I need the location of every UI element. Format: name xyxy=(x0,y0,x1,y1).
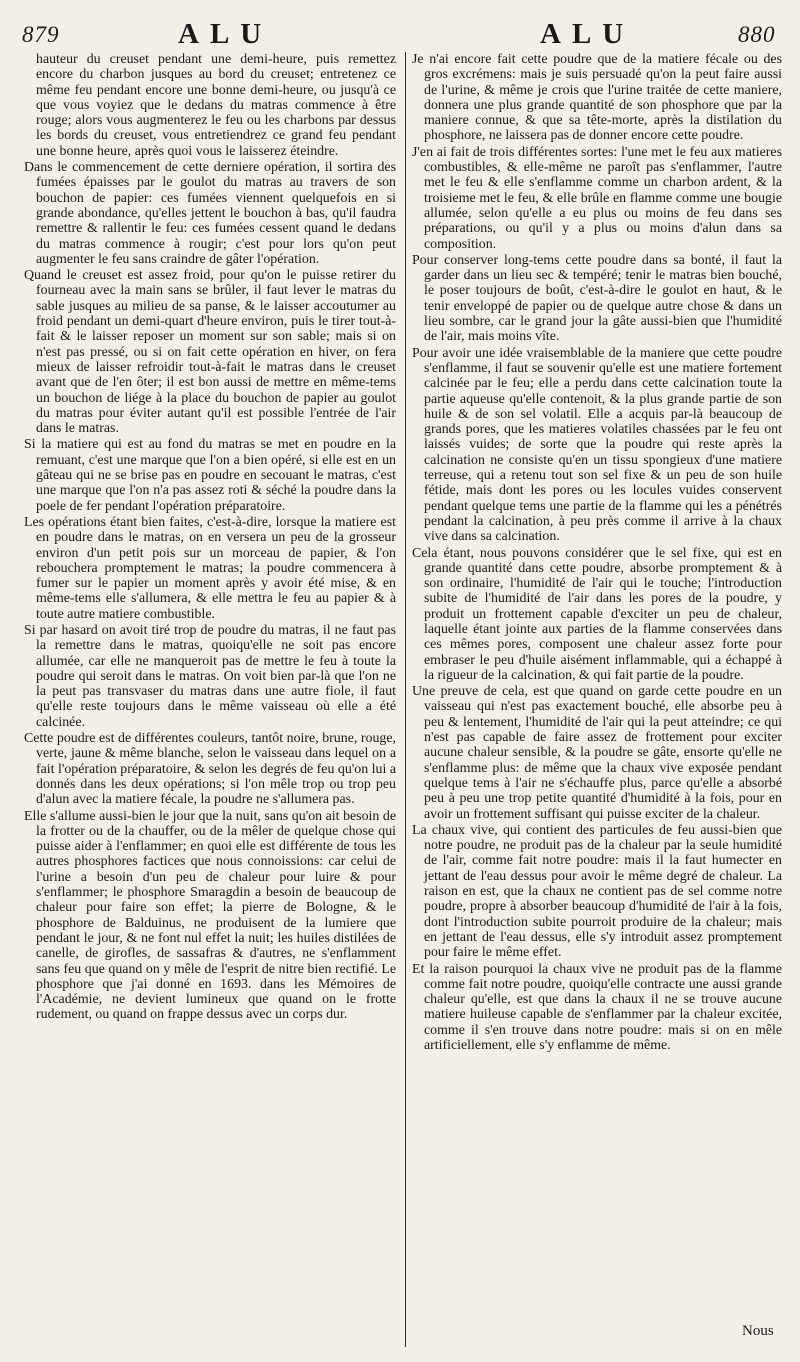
page-number-right: 880 xyxy=(738,22,776,47)
paragraph: Je n'ai encore fait cette poudre que de la matiere fécale ou des gros excrémens: mais je suis persuadé qu'on la peut faire aussi de l'urine, & même je crois que l'urine traitée de cette maniere, donnera une plus grande quantité de son phosphore que par la maniere connue, & que sa tête-morte, après la distilation du phosphore, ne laissera pas de donner encore cette poudre. xyxy=(412,52,782,144)
paragraph: Si la matiere qui est au fond du matras se met en poudre en la remuant, c'est une marque que l'on a bien opéré, si elle est en un gâteau qui ne se brise pas en poudre en secouant le matras, c'est une marque que l'on n'a pas assez roti & séché la poudre dans la poele de fer pendant l'opération préparatoire. xyxy=(24,437,396,514)
paragraph: Une preuve de cela, est que quand on garde cette poudre en un vaisseau qui n'est pas exactement bouché, elle absorbe peu à peu & lentement, l'humidité de l'air qui la peut atteindre; ce qui n'est pas capable de faire assez de frottement pour exciter aucune chaleur sensible, & la poudre se gâte, ensorte qu'elle ne s'enflamme plus: de même que la chaux vive exposée pendant quelque tems à l'air ne s'échauffe plus, parce qu'elle a absorbé peu à peu une trop petite quantité d'humidité à la fois, pour en avoir un frottement suffisant qui puisse exciter de la chaleur. xyxy=(412,684,782,822)
paragraph: Quand le creuset est assez froid, pour qu'on le puisse retirer du fourneau avec la main sans se brûler, il faut lever le matras du sable jusques au milieu de sa panse, & le laisser accoutumer au froid pendant un demi-quart d'heure environ, puis le tirer tout-à-fait & le laisser reposer un moment sur son sable; mais si on n'est pas pressé, ou si on fait cette opération en hiver, on fera mieux de laisser refroidir tout-à-fait le matras dans le creuset avant que de l'en ôter; il est bon aussi de mettre en même-tems un bouchon de liége à la place du bouchon de papier au goulot du matras pour éviter autant qu'il est possible l'entrée de l'air dans le matras. xyxy=(24,268,396,437)
paragraph: Et la raison pourquoi la chaux vive ne produit pas de la flamme comme fait notre poudre, quoiqu'elle contracte une aussi grande chaleur qu'elle, est que dans la chaux il ne se trouve aucune matiere huileuse capable de s'enflammer par la chaleur excitée, comme il s'en trouve dans notre poudre: mais si on en mêle artificiellement, elle s'y enflamme de même. xyxy=(412,961,782,1053)
paragraph: Pour avoir une idée vraisemblable de la maniere que cette poudre s'enflamme, il faut se souvenir qu'elle est une matiere fortement calcinée par le feu; elle a perdu dans cette calcination toute la partie aqueuse qu'elle contenoit, & la plus grande partie de son huile & de son sel volatil. Elle a acquis par-là beaucoup de grands pores, que les matieres volatiles chassées par le feu ont laissés vuides; de sorte que la poudre qui reste après la calcination ne consiste qu'en un tissu spongieux d'une matiere terreuse, qui a retenu tout son sel fixe & un peu de son huile fétide, mais dont les pores ou les locules vuides conservent pendant quelque tems une partie de la flamme qui les a pénétrés pendant la calcination, à peu près comme il arrive à la chaux vive dans sa calcination. xyxy=(412,345,782,545)
paragraph: Cela étant, nous pouvons considérer que le sel fixe, qui est en grande quantité dans cette poudre, absorbe promptement & à son ordinaire, l'humidité de l'air qui le touche; l'introduction subite de l'humidité de l'air dans les pores de la poudre, y produit un frottement capable d'exciter un peu de chaleur, laquelle étant jointe aux parties de la flamme conservées dans ces mêmes pores, composent une chaleur assez forte pour embraser le peu d'huile aisément inflammable, qui a échappé à la rigueur de la calcination, & qui fait partie de la poudre. xyxy=(412,545,782,683)
left-column xyxy=(24,52,396,1023)
paragraph: Cette poudre est de différentes couleurs, tantôt noire, brune, rouge, verte, jaune & même blanche, selon le vaisseau dans lequel on a fait l'opération préparatoire, & selon les degrés de feu qu'on lui a donnés dans les deux opérations; si l'on mêle trop ou trop peu d'alun avec la matiere fécale, la poudre ne s'allumera pas. xyxy=(24,731,396,808)
catchword: Nous xyxy=(742,1323,774,1339)
paragraph: La chaux vive, qui contient des particules de feu aussi-bien que notre poudre, ne produit pas de la chaleur par la seule humidité de l'air, comme fait notre poudre: mais il la faut humecter en jettant de l'eau dessus pour avoir le même degré de chaleur. La raison en est, que la chaux ne contient pas de sel comme notre poudre, propre à absorber beaucoup d'humidité de l'air à la fois, dont l'introduction subite pourroit produire de la chaleur; mais en jettant de l'eau dessus, elle s'y introduit assez promptement pour faire le même effet. xyxy=(412,822,782,961)
paragraph: hauteur du creuset pendant une demi-heure, puis remettez encore du charbon jusques au bord du creuset; entretenez ce même feu pendant encore une bonne demi-heure, ou jusqu'à ce que vous voyiez que le dedans du matras commence à être rouge; alors vous augmenterez le feu ou les charbons par dessus les bords du creuset, vous entretiendrez ce grand feu pendant une bonne heure, après quoi vous le laisserez éteindre. xyxy=(36,52,396,159)
right-column xyxy=(412,52,782,1053)
paragraph: Les opérations étant bien faites, c'est-à-dire, lorsque la matiere est en poudre dans le matras, on en versera un peu de la grosseur environ d'un petit pois sur un morceau de papier, & l'on rebouchera promptement le matras; la poudre commencera à fumer sur le papier un moment après y avoir été mise, & en même-tems elle s'allumera, & elle mettra le feu au papier & à toute autre matiere combustible. xyxy=(24,514,396,622)
column-rule xyxy=(405,52,406,1347)
paragraph: Pour conserver long-tems cette poudre dans sa bonté, il faut la garder dans un lieu sec & tempéré; tenir le matras bien bouché, le poser toujours de boût, c'est-à-dire le goulot en haut, & le tenir enveloppé de papier ou de quelque autre chose & dans un lieu sombre, car le grand jour la gâte aussi-bien que l'humidité de l'air, mais moins vîte. xyxy=(412,252,782,345)
paragraph: Si par hasard on avoit tiré trop de poudre du matras, il ne faut pas la remettre dans le matras, quoiqu'elle ne soit pas encore allumée, car elle ne manqueroit pas de mettre le feu à toute la poudre qui seroit dans le matras. On voit bien par-là que l'on ne la peut pas transvaser du matras dans une autre fiole, il faut qu'elle reste toujours dans le même vaisseau où elle a été calcinée. xyxy=(24,622,396,730)
running-head-left: ALU xyxy=(178,18,273,50)
paragraph: Dans le commencement de cette derniere opération, il sortira des fumées épaisses par le goulot du matras au travers de son bouchon de papier: ces fumées viennent quelquefois en si grande abondance, qu'elles jettent le bouchon à bas, qu'il faudra remettre & rallentir le feu: ces fumées cessent quand le dedans du matras commence à rougir; c'est pour lors qu'on peut augmenter le feu sans craindre de gâter l'opération. xyxy=(24,160,396,267)
page-number-left: 879 xyxy=(22,22,60,47)
paragraph: J'en ai fait de trois différentes sortes: l'une met le feu aux matieres combustibles, & elle-même ne paroît pas s'enflammer, l'autre met le feu & elle s'enflamme comme un charbon ardent, & la troisieme met le feu, & elle brûle en flamme comme une bougie allumée, selon qu'elle a eu plus ou moins de feu dans ses préparations, ou qu'il y a plus ou moins d'alun dans sa composition. xyxy=(412,144,782,252)
running-head-right: ALU xyxy=(540,18,635,50)
paragraph: Elle s'allume aussi-bien le jour que la nuit, sans qu'on ait besoin de la frotter ou de la chauffer, ou de la mêler de quelque chose qui puisse aider à l'enflammer; en quoi elle est différente de tous les autres phosphores factices que nous connoissions: car celui de l'urine a besoin d'un peu de chaleur pour luire & pour s'enflammer; le phosphore Smaragdin a besoin de beaucoup de chaleur pour faire son effet; la pierre de Bologne, & le phosphore de Balduinus, ne produisent de la lumiere que pendant le jour, & ne font nul effet la nuit; les huiles distilées de canelle, de girofles, de sassafras & d'autres, ne s'enflamment sans feu que quand on y mêle de l'esprit de nitre bien rectifié. Le phosphore que j'ai donné en 1693. dans les Mémoires de l'Académie, ne devient lumineux que quand on le frotte rudement, ou quand on frappe dessus avec un corps dur. xyxy=(24,808,396,1023)
